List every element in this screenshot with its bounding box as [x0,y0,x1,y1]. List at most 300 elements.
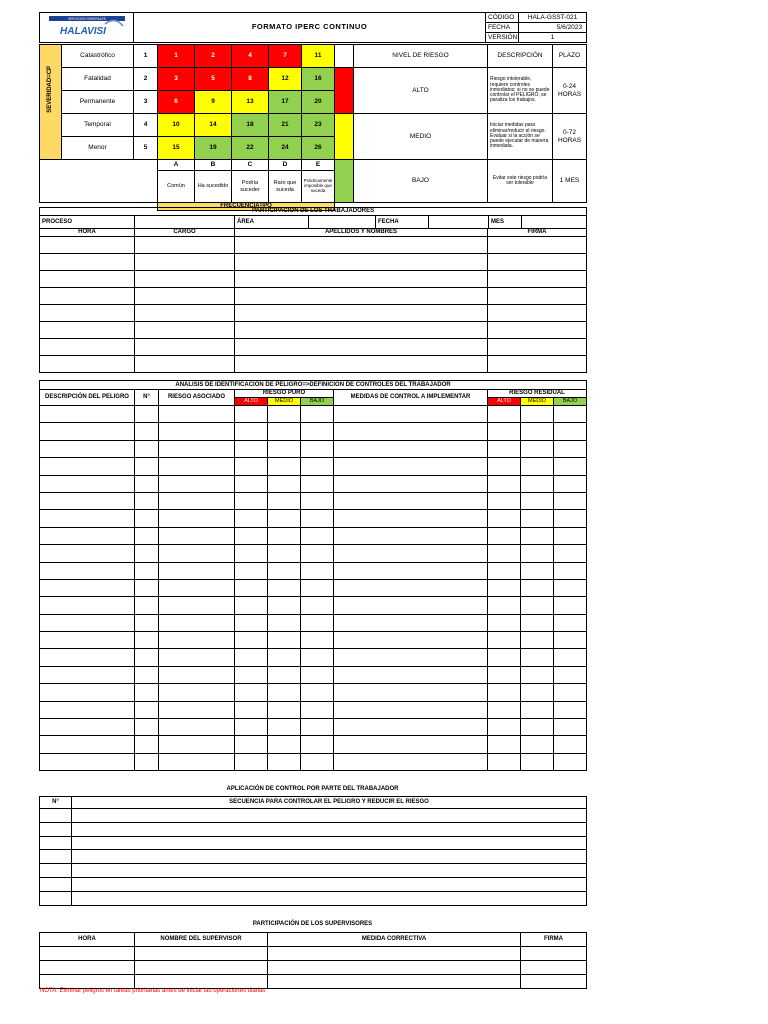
form-cell[interactable] [301,614,334,631]
form-cell[interactable] [488,237,587,254]
form-cell[interactable] [488,271,587,288]
col-sup-nombre: NOMBRE DEL SUPERVISOR [135,933,268,947]
form-cell[interactable] [334,597,488,614]
form-cell[interactable] [334,562,488,579]
form-cell[interactable] [235,440,268,457]
form-cell[interactable] [521,719,554,736]
form-cell[interactable] [40,545,135,562]
form-cell[interactable] [301,579,334,596]
form-cell[interactable] [301,701,334,718]
form-cell[interactable] [268,562,301,579]
form-cell[interactable] [40,339,135,356]
form-cell[interactable] [40,864,72,878]
form-cell[interactable] [554,719,587,736]
form-cell[interactable] [521,562,554,579]
form-cell[interactable] [135,406,159,423]
form-cell[interactable] [334,666,488,683]
form-cell[interactable] [268,736,301,753]
form-cell[interactable] [334,545,488,562]
form-cell[interactable] [235,579,268,596]
form-cell[interactable] [40,850,72,864]
form-cell[interactable] [235,237,488,254]
form-cell[interactable] [521,406,554,423]
table-row [40,254,587,271]
form-cell[interactable] [301,684,334,701]
form-cell[interactable] [334,475,488,492]
form-cell[interactable] [268,614,301,631]
form-cell[interactable] [488,666,521,683]
form-cell[interactable] [235,597,268,614]
form-cell[interactable] [40,579,135,596]
form-cell[interactable] [235,701,268,718]
form-cell[interactable] [235,458,268,475]
form-cell[interactable] [334,736,488,753]
form-cell[interactable] [554,753,587,770]
form-cell[interactable] [40,406,135,423]
form-cell[interactable] [268,947,521,961]
form-cell[interactable] [554,492,587,509]
form-cell[interactable] [235,753,268,770]
form-cell[interactable] [235,719,268,736]
form-cell[interactable] [268,597,301,614]
matrix-cell: 10 [158,114,195,137]
table-row [40,877,587,891]
form-cell[interactable] [488,614,521,631]
form-cell[interactable] [159,545,235,562]
form-cell[interactable] [521,753,554,770]
form-cell[interactable] [301,736,334,753]
form-cell[interactable] [488,701,521,718]
form-cell[interactable] [268,961,521,975]
form-cell[interactable] [40,975,135,989]
fecha-field[interactable] [429,216,488,228]
form-cell[interactable] [554,475,587,492]
form-cell[interactable] [488,684,521,701]
form-cell[interactable] [521,975,587,989]
form-cell[interactable] [268,458,301,475]
form-cell[interactable] [521,736,554,753]
form-cell[interactable] [488,597,521,614]
form-cell[interactable] [135,423,159,440]
form-cell[interactable] [235,510,268,527]
form-cell[interactable] [521,701,554,718]
form-cell[interactable] [135,510,159,527]
form-cell[interactable] [159,666,235,683]
form-cell[interactable] [159,423,235,440]
form-cell[interactable] [521,527,554,544]
form-cell[interactable] [488,440,521,457]
form-cell[interactable] [334,649,488,666]
form-cell[interactable] [159,562,235,579]
form-cell[interactable] [135,684,159,701]
form-cell[interactable] [301,475,334,492]
form-cell[interactable] [268,475,301,492]
form-cell[interactable] [488,492,521,509]
form-cell[interactable] [268,753,301,770]
form-cell[interactable] [334,458,488,475]
form-cell[interactable] [235,527,268,544]
form-cell[interactable] [235,406,268,423]
form-cell[interactable] [554,440,587,457]
form-cell[interactable] [40,649,135,666]
form-cell[interactable] [554,406,587,423]
form-cell[interactable] [135,753,159,770]
form-cell[interactable] [268,492,301,509]
form-cell[interactable] [159,440,235,457]
form-cell[interactable] [40,961,135,975]
form-cell[interactable] [301,406,334,423]
form-cell[interactable] [40,527,135,544]
form-cell[interactable] [235,649,268,666]
form-cell[interactable] [301,632,334,649]
form-cell[interactable] [521,510,554,527]
severity-num: 4 [134,114,158,137]
form-cell[interactable] [135,719,159,736]
table-row [40,864,587,878]
form-cell[interactable] [554,666,587,683]
form-cell[interactable] [235,684,268,701]
form-cell[interactable] [334,510,488,527]
form-cell[interactable] [135,254,235,271]
form-cell[interactable] [521,614,554,631]
form-cell[interactable] [135,545,159,562]
form-cell[interactable] [159,736,235,753]
form-cell[interactable] [521,632,554,649]
form-cell[interactable] [488,406,521,423]
form-cell[interactable] [334,701,488,718]
form-cell[interactable] [521,961,587,975]
form-cell[interactable] [488,719,521,736]
form-cell[interactable] [301,527,334,544]
form-cell[interactable] [521,666,554,683]
form-cell[interactable] [159,579,235,596]
form-cell[interactable] [488,423,521,440]
form-cell[interactable] [235,632,268,649]
form-cell[interactable] [72,864,587,878]
form-cell[interactable] [72,822,587,836]
table-row [40,753,587,770]
matrix-cell: 22 [232,137,269,160]
form-cell[interactable] [301,562,334,579]
form-cell[interactable] [40,356,135,373]
form-cell[interactable] [334,632,488,649]
form-cell[interactable] [334,527,488,544]
form-cell[interactable] [268,579,301,596]
form-cell[interactable] [135,440,159,457]
proceso-field[interactable] [135,216,235,229]
form-cell[interactable] [554,684,587,701]
form-cell[interactable] [235,322,488,339]
form-cell[interactable] [268,975,521,989]
form-cell[interactable] [268,510,301,527]
form-cell[interactable] [268,649,301,666]
form-cell[interactable] [40,891,72,905]
form-cell[interactable] [554,423,587,440]
form-cell[interactable] [235,423,268,440]
form-cell[interactable] [488,305,587,322]
form-cell[interactable] [334,423,488,440]
form-cell[interactable] [135,339,235,356]
form-cell[interactable] [268,701,301,718]
form-cell[interactable] [268,632,301,649]
form-cell[interactable] [159,527,235,544]
form-cell[interactable] [301,597,334,614]
form-cell[interactable] [40,684,135,701]
form-cell[interactable] [135,322,235,339]
col-sup-medida: MEDIDA CORRECTIVA [268,933,521,947]
form-cell[interactable] [40,736,135,753]
form-cell[interactable] [135,475,159,492]
form-cell[interactable] [135,614,159,631]
form-cell[interactable] [40,809,72,823]
form-cell[interactable] [235,305,488,322]
form-cell[interactable] [135,736,159,753]
form-cell[interactable] [521,597,554,614]
form-cell[interactable] [301,492,334,509]
form-cell[interactable] [521,684,554,701]
form-cell[interactable] [135,562,159,579]
form-cell[interactable] [135,701,159,718]
form-cell[interactable] [135,961,268,975]
form-cell[interactable] [301,753,334,770]
form-cell[interactable] [235,614,268,631]
form-cell[interactable] [488,753,521,770]
form-cell[interactable] [554,649,587,666]
form-cell[interactable] [40,947,135,961]
area-field[interactable] [309,216,376,228]
form-cell[interactable] [72,836,587,850]
form-cell[interactable] [135,356,235,373]
form-cell[interactable] [334,579,488,596]
form-cell[interactable] [72,850,587,864]
form-cell[interactable] [159,492,235,509]
form-cell[interactable] [40,492,135,509]
form-cell[interactable] [268,719,301,736]
form-cell[interactable] [40,458,135,475]
logo [40,13,134,43]
nivel-riesgo-header: NIVEL DE RIESGO [354,45,488,68]
form-cell[interactable] [159,458,235,475]
form-cell[interactable] [488,527,521,544]
form-cell[interactable] [159,701,235,718]
form-cell[interactable] [488,458,521,475]
table-row [40,684,587,701]
form-cell[interactable] [135,649,159,666]
form-cell[interactable] [521,458,554,475]
table-row [40,305,587,322]
form-cell[interactable] [268,423,301,440]
table-row [40,406,587,423]
form-cell[interactable] [40,597,135,614]
form-cell[interactable] [521,492,554,509]
form-cell[interactable] [40,475,135,492]
form-cell[interactable] [488,649,521,666]
form-cell[interactable] [268,684,301,701]
form-cell[interactable] [40,288,135,305]
form-cell[interactable] [235,475,268,492]
form-cell[interactable] [334,492,488,509]
form-cell[interactable] [488,288,587,305]
matrix-cell: 12 [269,68,302,91]
form-cell[interactable] [40,719,135,736]
form-cell[interactable] [554,632,587,649]
form-cell[interactable] [554,510,587,527]
form-cell[interactable] [554,736,587,753]
form-cell[interactable] [235,562,268,579]
form-cell[interactable] [488,632,521,649]
form-cell[interactable] [159,510,235,527]
form-cell[interactable] [488,356,587,373]
matrix-cell: 21 [269,114,302,137]
form-cell[interactable] [40,666,135,683]
form-cell[interactable] [235,492,268,509]
form-cell[interactable] [521,649,554,666]
form-cell[interactable] [334,440,488,457]
form-cell[interactable] [40,322,135,339]
form-cell[interactable] [301,458,334,475]
form-cell[interactable] [135,975,268,989]
col-riesgo-residual: RIESGO RESIDUAL [488,390,587,398]
form-cell[interactable] [72,877,587,891]
form-cell[interactable] [268,527,301,544]
form-cell[interactable] [40,440,135,457]
form-cell[interactable] [554,458,587,475]
form-cell[interactable] [40,877,72,891]
form-cell[interactable] [40,510,135,527]
form-cell[interactable] [554,579,587,596]
col-hora: HORA [40,229,135,237]
form-cell[interactable] [521,423,554,440]
form-cell[interactable] [301,440,334,457]
form-cell[interactable] [40,632,135,649]
form-cell[interactable] [40,237,135,254]
form-cell[interactable] [554,614,587,631]
form-cell[interactable] [40,271,135,288]
workers-title: PARTICIPACIÓN DE LOS TRABAJADORES [40,208,587,216]
form-cell[interactable] [159,649,235,666]
form-cell[interactable] [488,545,521,562]
form-cell[interactable] [268,545,301,562]
freq-text: Podría suceder [232,171,269,203]
form-cell[interactable] [40,254,135,271]
form-cell[interactable] [159,719,235,736]
form-cell[interactable] [135,492,159,509]
form-cell[interactable] [135,666,159,683]
form-cell[interactable] [40,562,135,579]
form-cell[interactable] [301,719,334,736]
form-cell[interactable] [135,271,235,288]
alto-color [335,68,354,114]
form-cell[interactable] [301,423,334,440]
form-cell[interactable] [488,254,587,271]
form-cell[interactable] [159,753,235,770]
form-cell[interactable] [334,614,488,631]
form-cell[interactable] [40,753,135,770]
form-cell[interactable] [135,579,159,596]
medio-color [335,114,354,160]
form-cell[interactable] [521,440,554,457]
form-cell[interactable] [40,701,135,718]
form-cell[interactable] [268,440,301,457]
form-cell[interactable] [301,666,334,683]
form-cell[interactable] [235,736,268,753]
form-cell[interactable] [488,322,587,339]
form-cell[interactable] [268,666,301,683]
form-cell[interactable] [488,475,521,492]
form-cell[interactable] [159,475,235,492]
form-cell[interactable] [135,237,235,254]
form-cell[interactable] [72,809,587,823]
form-cell[interactable] [521,545,554,562]
form-cell[interactable] [334,719,488,736]
form-cell[interactable] [235,339,488,356]
form-cell[interactable] [159,684,235,701]
form-cell[interactable] [159,632,235,649]
form-cell[interactable] [521,579,554,596]
form-cell[interactable] [235,271,488,288]
form-cell[interactable] [235,288,488,305]
form-cell[interactable] [488,339,587,356]
form-cell[interactable] [135,288,235,305]
freq-letter: B [195,160,232,171]
table-row [40,423,587,440]
form-cell[interactable] [135,458,159,475]
form-cell[interactable] [301,545,334,562]
form-cell[interactable] [40,305,135,322]
risk-desc-bajo: Evitar este riesgo podría ser tolerable [488,160,553,203]
form-cell[interactable] [334,753,488,770]
form-cell[interactable] [159,614,235,631]
form-cell[interactable] [301,649,334,666]
form-cell[interactable] [554,597,587,614]
form-cell[interactable] [488,510,521,527]
form-cell[interactable] [521,475,554,492]
form-cell[interactable] [135,597,159,614]
form-cell[interactable] [554,701,587,718]
form-cell[interactable] [334,406,488,423]
table-row [40,809,587,823]
workers-list [39,228,587,373]
form-cell[interactable] [301,510,334,527]
form-cell[interactable] [554,562,587,579]
form-cell[interactable] [135,305,235,322]
form-cell[interactable] [40,423,135,440]
form-cell[interactable] [235,254,488,271]
form-cell[interactable] [135,527,159,544]
form-cell[interactable] [268,406,301,423]
form-cell[interactable] [334,684,488,701]
form-cell[interactable] [554,527,587,544]
form-cell[interactable] [235,545,268,562]
form-cell[interactable] [159,406,235,423]
form-cell[interactable] [488,736,521,753]
mes-field[interactable] [522,216,587,229]
form-cell[interactable] [135,947,268,961]
form-cell[interactable] [488,579,521,596]
table-row [40,719,587,736]
form-cell[interactable] [40,822,72,836]
form-cell[interactable] [40,836,72,850]
form-cell[interactable] [40,614,135,631]
form-cell[interactable] [72,891,587,905]
form-cell[interactable] [159,597,235,614]
form-cell[interactable] [554,545,587,562]
form-cell[interactable] [235,356,488,373]
form-cell[interactable] [488,562,521,579]
form-cell[interactable] [235,666,268,683]
form-cell[interactable] [521,947,587,961]
form-cell[interactable] [135,632,159,649]
